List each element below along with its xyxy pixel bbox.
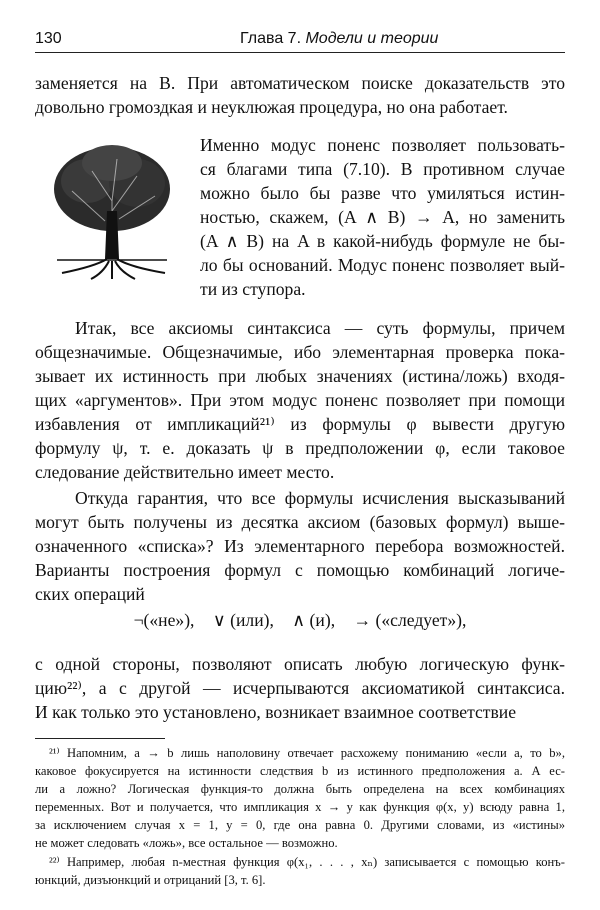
text-line: избавления от импликаций²¹⁾ из формулы φ вывести другую [35, 414, 565, 434]
footnote-22 [35, 853, 565, 889]
text-line: Именно модус поненс позволяет пользовать- [200, 135, 565, 155]
text-line: означенного «списка»? Из элементарного перебора возможностей. [35, 536, 565, 556]
text-line: с одной стороны, позволяют описать любую логическую функ- [35, 654, 565, 674]
footnote-line: переменных. Вот и получается, что импликация x → y как функция φ(x, y) всюду равна 1, [35, 800, 565, 814]
text-line: ских операций [35, 584, 145, 604]
text-line: ло бы оснований. Модус поненс позволяет вый- [200, 255, 565, 275]
footnote-21 [35, 744, 565, 852]
formula-implies: → («следует»), [353, 610, 467, 630]
tree-illustration [47, 141, 177, 281]
text-line: можно было бы разве что умиляться истин- [200, 183, 565, 203]
chapter-label: Глава 7. [240, 30, 302, 47]
text-line: ся благами типа (7.10). В противном случае [200, 159, 565, 179]
footnote-line: ²²⁾ Например, любая n-местная функция φ(x₁, . . . , xₙ) записывается с помощью конъ- [49, 855, 565, 869]
text-line: Итак, все аксиомы синтаксиса — суть формулы, причем [75, 318, 565, 338]
text-line: Откуда гарантия, что все формулы исчисления высказываний [75, 488, 565, 508]
text-line: щих «аргументов». При этом модус поненс позволяет при помощи [35, 390, 565, 410]
paragraph-5 [35, 652, 565, 724]
footnote-line: юнкций, дизъюнкций и отрицаний [3, т. 6]. [35, 873, 266, 887]
text-line: ти из ступора. [200, 279, 306, 299]
page-number: 130 [35, 30, 62, 47]
footnote-divider [35, 738, 165, 739]
running-head [240, 30, 438, 48]
paragraph-4 [35, 486, 565, 606]
footnote-line: за исключением случая x = 1, y = 0, где она равна 0. Другими словами, из «истины» [35, 818, 565, 832]
text-line: зывает их истинность при любых значениях (истина/ложь) входя- [35, 366, 565, 386]
text-line: формулу ψ, т. е. доказать ψ в предположении φ, если таковое [35, 438, 565, 458]
text-line: Варианты построения формул с помощью комбинаций логиче- [35, 560, 565, 580]
text-line: могут быть получены из десятка аксиом (базовых формул) выше- [35, 512, 565, 532]
paragraph-3 [35, 316, 565, 484]
logical-operations-formula [35, 610, 565, 631]
text-line: общезначимые. Общезначимые, ибо элементарная проверка пока- [35, 342, 565, 362]
paragraph-1 [35, 71, 565, 119]
footnote-line: ²¹⁾ Напомним, a → b лишь наполовину отвечает расхожему пониманию «если a, то b», [49, 746, 565, 760]
text-line: довольно громоздкая и неуклюжая процедура, но она работает. [35, 97, 508, 117]
footnote-line: каковое фокусируется на истинности следствия b из истинного предположения a. А ес- [35, 764, 565, 778]
footnote-line: не может следовать «ложь», все остальное — возможно. [35, 836, 338, 850]
paragraph-2 [200, 133, 565, 301]
formula-and: ∧ (и), [292, 610, 336, 630]
text-line: цию²²⁾, а с другой — исчерпываются аксиоматикой синтаксиса. [35, 678, 565, 698]
formula-not: ¬(«не»), [133, 610, 195, 630]
chapter-title: Модели и теории [305, 30, 439, 47]
page-header [35, 28, 565, 53]
text-line: И как только это установлено, возникает взаимное соответствие [35, 702, 517, 722]
text-line: (A ∧ B) на A в какой-нибудь формуле не бы- [200, 231, 565, 251]
text-line: заменяется на B. При автоматическом поиске доказательств это [35, 73, 565, 93]
formula-or: ∨ (или), [212, 610, 274, 630]
text-line: следование действительно имеет место. [35, 462, 335, 482]
text-line: ностью, скажем, (A ∧ B) → A, но заменить [200, 207, 565, 227]
footnote-line: ли a ложно? Логическая функция-то должна быть определена на всех комбинациях [35, 782, 565, 796]
